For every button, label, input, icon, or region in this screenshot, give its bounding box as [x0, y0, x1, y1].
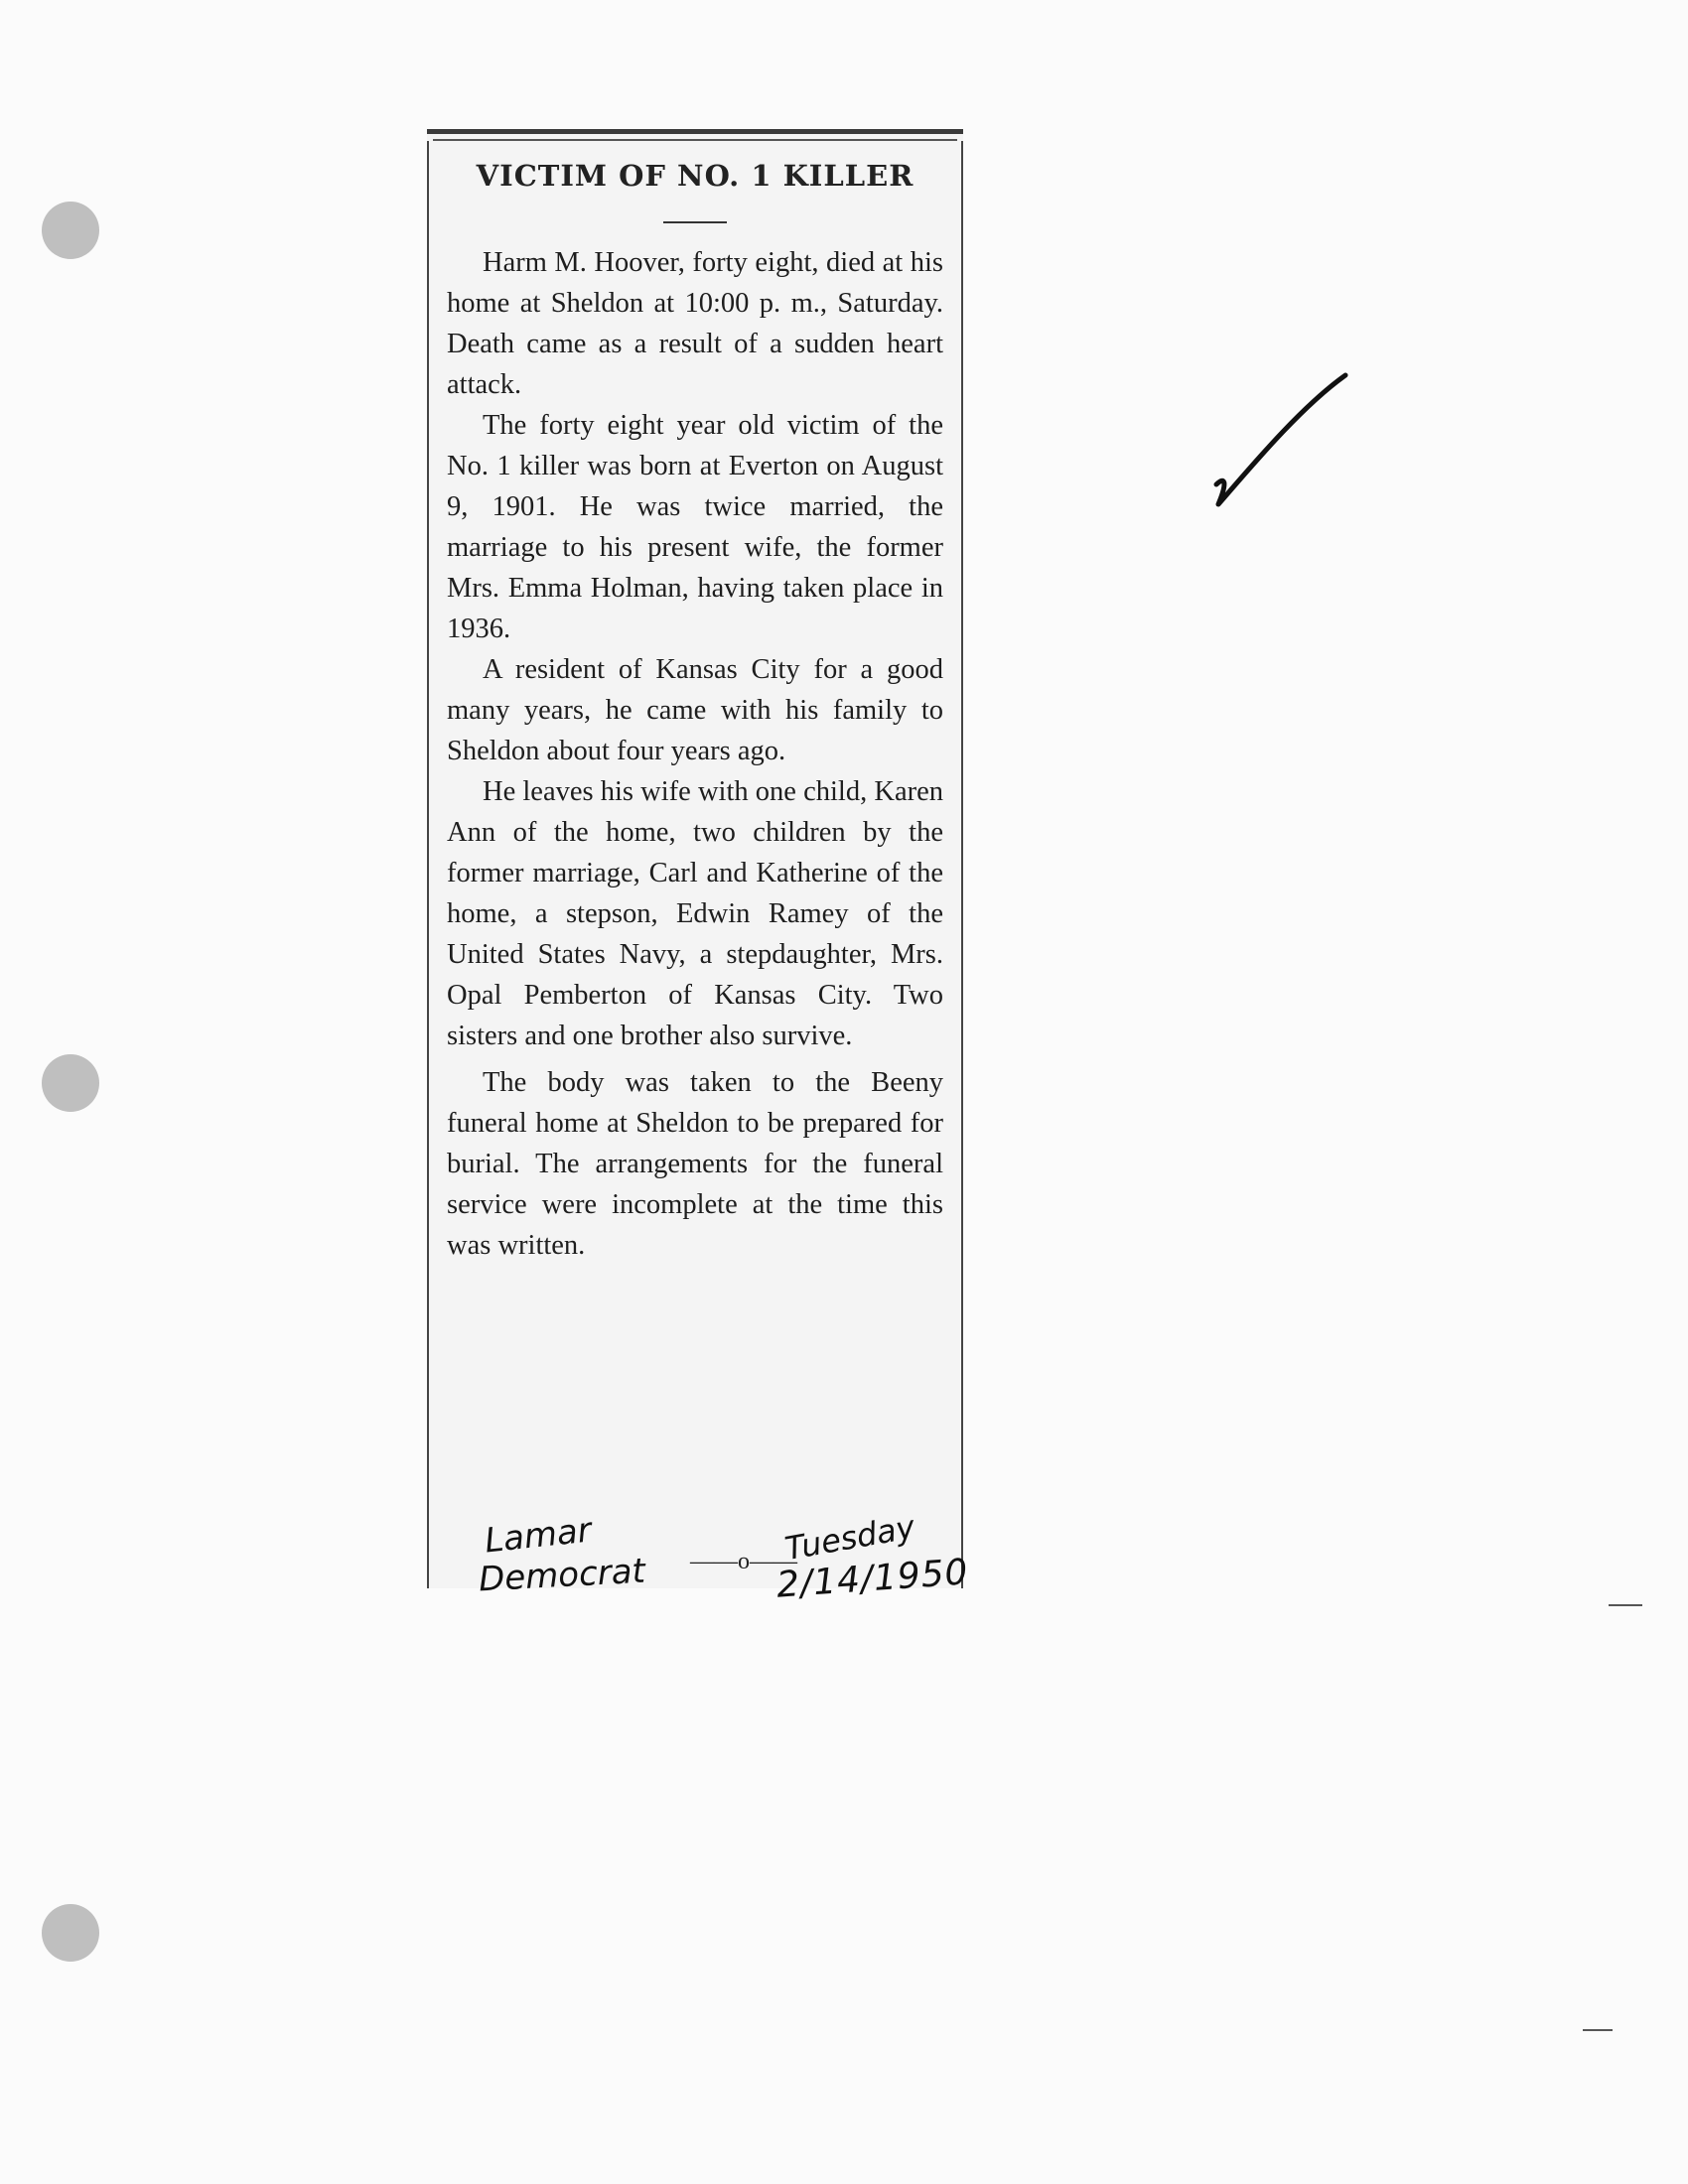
clipping-top-rule	[427, 129, 963, 134]
clipping-top-rule-thin	[433, 139, 957, 141]
paragraph: A resident of Kansas City for a good many years, he came with his family to Sheldon about four years ago.	[447, 654, 943, 766]
article-body	[447, 242, 943, 1266]
paragraph: The forty eight year old victim of the No. 1 killer was born at Everton on August 9, 1901. He was twice married, the marriage to his present wife, the former Mrs. Emma Holman, having taken place in 1936.	[447, 410, 943, 644]
checkmark-icon	[1206, 367, 1355, 516]
clipping-right-edge	[961, 141, 963, 1588]
headline: VICTIM OF NO. 1 KILLER	[476, 159, 914, 193]
newspaper-clipping	[427, 129, 963, 1588]
punch-hole-bottom	[42, 1904, 99, 1962]
stray-mark	[1609, 1604, 1642, 1606]
handwritten-source-line1: Lamar	[483, 1510, 594, 1562]
handwritten-source-line2: Democrat	[478, 1551, 646, 1600]
headline-rule	[663, 221, 727, 223]
punch-hole-top	[42, 202, 99, 259]
stray-mark	[1583, 2029, 1613, 2031]
paragraph: The body was taken to the Beeny funeral home at Sheldon to be prepared for burial. The arrangements for the funeral service were incomplete at the time this was written.	[447, 1067, 943, 1261]
handwritten-day: Tuesday	[781, 1507, 918, 1569]
clipping-left-edge	[427, 141, 429, 1588]
handwritten-date: 2/14/1950	[774, 1552, 970, 1606]
punch-hole-middle	[42, 1054, 99, 1112]
paragraph: Harm M. Hoover, forty eight, died at his home at Sheldon at 10:00 p. m., Saturday. Death came as a result of a sudden heart attack.	[447, 247, 943, 400]
paragraph: He leaves his wife with one child, Karen Ann of the home, two children by the former marriage, Carl and Katherine of the home, a stepson, Edwin Ramey of the United States Navy, a stepdaughter, Mrs. Opal Pemberton of Kansas City. Two sisters and one brother also survive.	[447, 776, 943, 1051]
end-mark: ——o——	[690, 1549, 797, 1574]
